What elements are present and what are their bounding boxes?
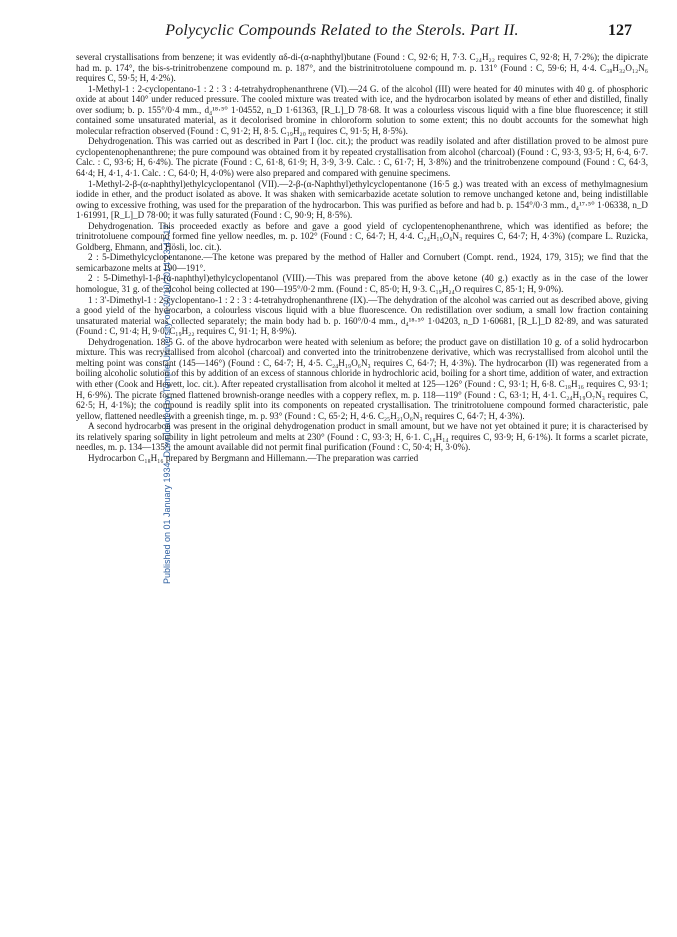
paragraph: Hydrocarbon C₁₈H₁₆ prepared by Bergmann and Hillemann.—The preparation was carried	[88, 452, 419, 463]
paragraph: 2 : 5-Dimethyl-1-β-(α-naphthyl)ethylcyclopentanol (VIII).—This was prepared from the above ketone (40 g.) exactly as in the case of the lower homologue, 31 g. of the alcohol being collected at 190—195°/0·2 mm. (Found : C, 85·0; H, 9·3. C₁₉H₂₄O requires C, 85·1; H, 9·0%).	[76, 273, 648, 295]
publication-watermark: Published on 01 January 1934. Downloaded by Temple University on 30/10/2014 23:47:17.	[162, 221, 172, 585]
paragraph: 1-Methyl-1 : 2-cyclopentano-1 : 2 : 3 : 4-tetrahydrophenanthrene (VI).—24 G. of the alcohol (III) were heated for 40 minutes with 40 g. of phosphoric oxide at about 140° under reduced pressure. The cooled mixture was treated with ice, and the hydrocarbon isolated by means of ether and distilled, finally over sodium; b. p. 155°/0·4 mm., d₄¹⁸·⁵° 1·04552, n_D 1·61363, [R_L]_D 78·68. It was a colourless viscous liquid with a fine blue fluorescence; it still contained some unsaturated material, as it decolorised bromine in chloroform solution to some extent; this no doubt accounts for the somewhat high molecular refraction observed (Found : C, 91·2; H, 8·5. C₁₉H₂₀ requires C, 91·5; H, 8·5%).	[76, 83, 648, 136]
paragraph: A second hydrocarbon was present in the original dehydrogenation product in small amount, but we have not yet obtained it pure; it is characterised by its relatively sparing solubility in light petroleum and melts at 230° (Found : C, 93·3; H, 6·1. C₁₈H₁₄ requires C, 93·9; H, 6·1%). It forms a scarlet picrate, needles, m. p. 134—135°; the amount available did not permit final purification (Found : C, 50·4; H, 3·0%).	[76, 421, 648, 453]
paragraph: Dehydrogenation. This proceeded exactly as before and gave a good yield of cyclopentenophenanthrene, which was identified as before; the trinitrotoluene compound formed fine yellow needles, m. p. 102° (Found : C, 64·7; H, 4·4. C₂₄H₁₉O₆N₃ requires C, 64·7; H, 4·3%) (compare L. Ruzicka, Goldberg, Ehmann, and Hösli, loc. cit.).	[76, 220, 648, 252]
paragraph: Dehydrogenation. This was carried out as described in Part I (loc. cit.); the product was readily isolated and after distillation proved to be almost pure cyclopentenophenanthrene; the pure compound was obtained from it by repeated crystallisation from alcohol (charcoal) (Found : C, 93·3, 93·5; H, 6·4, 6·7. Calc. : C, 93·6; H, 6·4%). The picrate (Found : C, 61·8, 61·9; H, 3·9, 3·9. Calc. : C, 61·7; H, 3·8%) and the trinitrobenzene compound (Found : C, 64·3, 64·4; H, 4·1, 4·1. Calc. : C, 64·0; H, 4·0%) were also prepared and compared with genuine specimens.	[76, 136, 648, 179]
article-body	[76, 52, 648, 463]
paragraph: Dehydrogenation. 18·5 G. of the above hydrocarbon were heated with selenium as before; the product gave on distillation 10 g. of a solid hydrocarbon mixture. This was recrystallised from alcohol (charcoal) and converted into the trinitrobenzene derivative, which was recrystallised from alcohol until the melting point was constant (145—146°) (Found : C, 64·7; H, 4·5. C₂₄H₁₉O₆N₃ requires C, 64·7; H, 4·3%). The hydrocarbon (II) was regenerated from a boiling alcoholic solution of this by addition of an excess of stannous chloride in hydrochloric acid, boiling for a short time, addition of water, and extraction with ether (Cook and Hewett, loc. cit.). After repeated crystallisation from alcohol it melted at 125—126° (Found : C, 93·1; H, 6·8. C₁₈H₁₆ requires C, 93·1; H, 6·9%). The picrate formed flattened brownish-orange needles with a coppery reflex, m. p. 118—119° (Found : C, 63·1; H, 4·1. C₂₄H₁₉O₇N₃ requires C, 62·5; H, 4·1%); the compound is readily split into its components on repeated crystallisation. The trinitrotoluene compound formed characteristic, pale yellow, flattened needles with a greenish tinge, m. p. 93° (Found : C, 65·2; H, 4·6. C₂₅H₂₁O₆N₃ requires C, 64·7; H, 4·3%).	[76, 336, 648, 421]
paragraph: several crystallisations from benzene; it was evidently αδ-di-(α-naphthyl)butane (Found : C, 92·6; H, 7·3. C₂₄H₂₂ requires C, 92·8; H, 7·2%); the dipicrate had m. p. 174°, the bis-s-trinitrobenzene compound m. p. 187°, and the bistrinitrotoluene compound m. p. 131° (Found : C, 59·6; H, 4·4. C₃₈H₃₂O₁₂N₆ requires C, 59·5; H, 4·2%).	[76, 52, 648, 84]
paragraph: 2 : 5-Dimethylcyclopentanone.—The ketone was prepared by the method of Haller and Cornubert (Compt. rend., 1924, 179, 315); we find that the semicarbazone melts at 190—191°.	[76, 252, 648, 273]
paragraph: 1 : 3′-Dimethyl-1 : 2-cyclopentano-1 : 2 : 3 : 4-tetrahydrophenanthrene (IX).—The dehydration of the alcohol was carried out as described above, giving a good yield of the hydrocarbon, a colourless viscous liquid with a blue fluorescence. On redistillation over sodium, a small low fraction containing unsaturated material was collected separately; the main body had b. p. 160°/0·4 mm., d₄¹⁸·⁵° 1·04203, n_D 1·60681, [R_L]_D 82·89, and was saturated (Found : C, 91·4; H, 9·0. C₁₉H₂₂ requires C, 91·1; H, 8·9%).	[76, 294, 648, 337]
running-title: Polycyclic Compounds Related to the Sterols. Part II.	[165, 22, 519, 39]
page-number: 127	[608, 22, 632, 39]
paragraph: 1-Methyl-2-β-(α-naphthyl)ethylcyclopentanol (VII).—2-β-(α-Naphthyl)ethylcyclopentanone (16·5 g.) was treated with an excess of methylmagnesium iodide in ether, and the product isolated as above. It was shaken with semicarbazide acetate solution to remove unchanged ketone and, being indistillable owing to excessive frothing, was used for the preparation of the hydrocarbon. This was purified as before and had b. p. 154°/0·3 mm., d₄¹⁷·⁵° 1·06338, n_D 1·61991, [R_L]_D 78·00; it was fully saturated (Found : C, 90·9; H, 8·5%).	[76, 178, 648, 221]
